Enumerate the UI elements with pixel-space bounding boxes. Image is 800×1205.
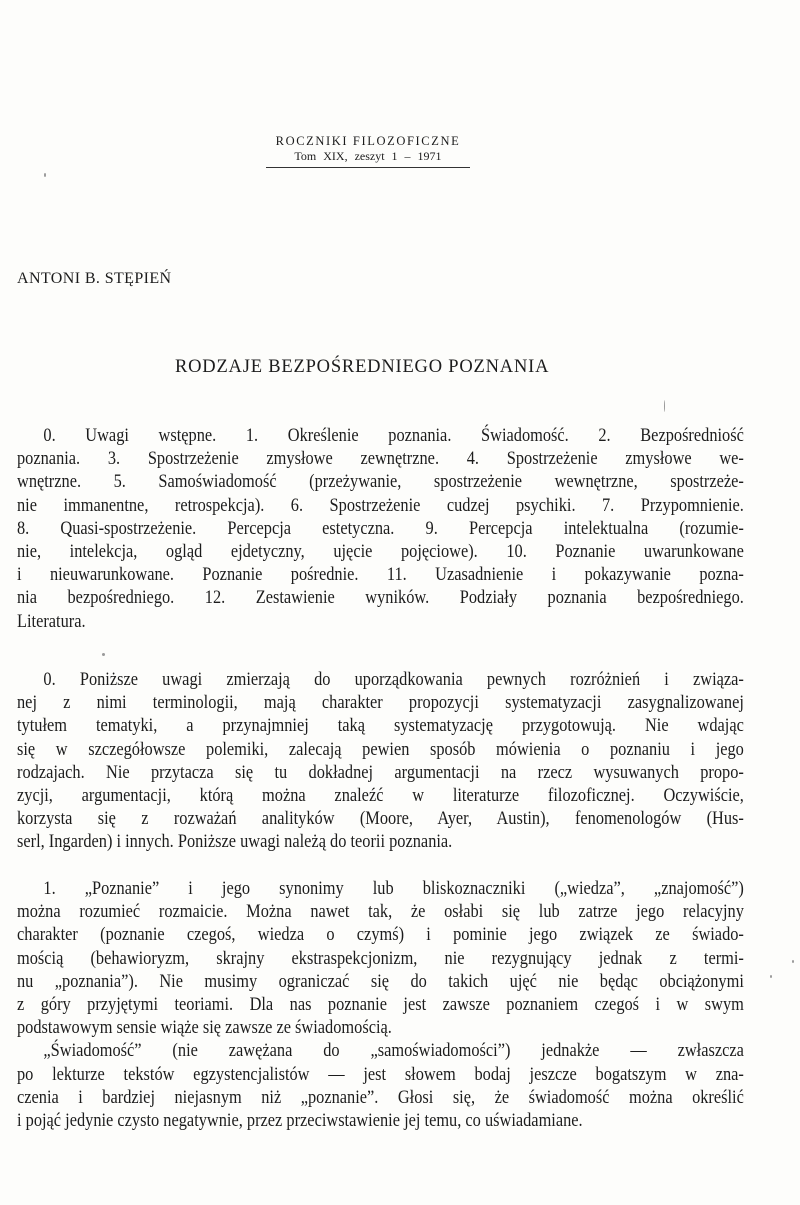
paragraph-line: i pojąć jedynie czysto negatywnie, przez przeciwstawienie jej temu, co uświadamiane. (17, 1110, 583, 1132)
table-of-contents (17, 424, 744, 633)
paragraph-line: zycji, argumentacji, którą można znaleźć w literaturze filozoficznej. Oczywiście, (17, 785, 744, 807)
toc-line: wnętrzne. 5. Samoświadomość (przeżywanie, spostrzeżenie wewnętrzne, spostrzeże- (17, 471, 744, 493)
toc-line: Literatura. (17, 610, 86, 632)
paragraph-line: można rozumieć rozmaicie. Można nawet tak, że osłabi się lub zatrze jego relacyjny (17, 901, 744, 923)
paragraph-line: nu „poznania”). Nie musimy ograniczać się do takich ujęć nie będąc obciążonymi (17, 970, 744, 992)
paragraph-line: mością (behawioryzm, skrajny ekstraspekcjonizm, nie rezygnujący jednak z termi- (17, 947, 744, 969)
paragraph-line: się w szczegółowsze polemiki, zalecają pewien sposób mówienia o poznaniu i jego (17, 738, 744, 760)
paper-speck (792, 960, 794, 963)
paragraph-line: nej z nimi terminologii, mają charakter propozycji systematyzacji zasygnalizowanej (17, 692, 744, 714)
author-name: ANTONI B. STĘPIEŃ (17, 270, 172, 287)
journal-name: ROCZNIKI FILOZOFICZNE (275, 134, 461, 148)
toc-line: i nieuwarunkowane. Poznanie pośrednie. 11. Uzasadnienie i pokazywanie pozna- (17, 564, 744, 586)
toc-line: nia bezpośredniego. 12. Zestawienie wyników. Podziały poznania bezpośredniego. (17, 587, 744, 609)
paragraph-line: tytułem tematyki, a przynajmniej taką systematyzację przygotowują. Nie wdając (17, 715, 744, 737)
toc-line: nie immanentne, retrospekcja). 6. Spostrzeżenie cudzej psychiki. 7. Przypomnienie. (17, 494, 744, 516)
paragraph-line: po lekturze tekstów egzystencjalistów — jest słowem bodaj jeszcze bogatszym w zna- (17, 1063, 744, 1085)
paragraph-line: czenia i bardziej niejasnym niż „poznanie”. Głosi się, że świadomość można określić (17, 1086, 744, 1108)
toc-line: 0. Uwagi wstępne. 1. Określenie poznania. Świadomość. 2. Bezpośredniość (43, 425, 744, 446)
journal-header (266, 133, 470, 168)
paragraph-line: „Świadomość” (nie zawężana do „samoświadomości”) jednakże — zwłaszcza (43, 1040, 744, 1062)
toc-line: poznania. 3. Spostrzeżenie zmysłowe zewnętrzne. 4. Spostrzeżenie zmysłowe we- (17, 448, 744, 470)
paper-speck (44, 173, 46, 177)
paragraph-line: z góry przyjętymi teoriami. Dla nas poznanie jest zawsze poznaniem czegoś i w swym (17, 994, 744, 1016)
paper-speck (770, 975, 772, 978)
toc-line: 8. Quasi-spostrzeżenie. Percepcja estetyczna. 9. Percepcja intelektualna (rozumie- (17, 517, 744, 539)
paragraph-line: 1. „Poznanie” i jego synonimy lub bliskoznaczniki („wiedza”, „znajomość”) (43, 878, 744, 899)
paragraph-line: rodzajach. Nie przytacza się tu dokładnej argumentacji na rzecz wysuwanych propo- (17, 761, 744, 783)
header-rule (266, 167, 470, 168)
paper-speck (102, 653, 105, 656)
article-title: RODZAJE BEZPOŚREDNIEGO POZNANIA (175, 357, 550, 377)
paragraph-line: korzysta się z rozważań analityków (Moore, Ayer, Austin), fenomenologów (Hus- (17, 808, 744, 830)
paper-speck (664, 400, 665, 412)
paragraph-line: serl, Ingarden) i innych. Poniższe uwagi należą do teorii poznania. (17, 831, 453, 853)
intro-paragraph (17, 668, 744, 854)
paragraph-line: charakter (poznanie czegoś, wiedza o czymś) i pominie jego związek ze świado- (17, 924, 744, 946)
paragraph-line: podstawowym sensie wiąże się zawsze ze świadomością. (17, 1017, 392, 1039)
section-1 (17, 877, 744, 1132)
toc-line: nie, intelekcja, ogląd ejdetyczny, ujęcie pojęciowe). 10. Poznanie uwarunkowane (17, 541, 744, 563)
paragraph-line: 0. Poniższe uwagi zmierzają do uporządkowania pewnych rozróżnień i związa- (43, 669, 744, 690)
journal-issue: Tom XIX, zeszyt 1 – 1971 (294, 149, 442, 163)
